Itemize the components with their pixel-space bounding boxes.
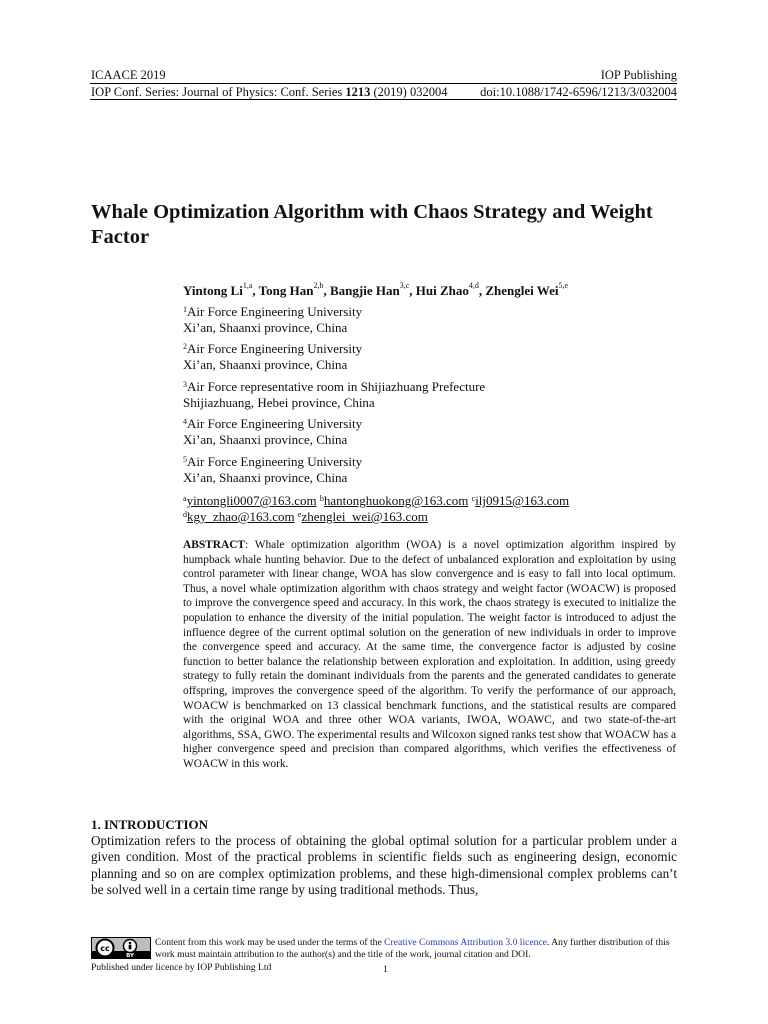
series-volume: 1213 bbox=[345, 85, 371, 99]
abstract bbox=[183, 538, 676, 772]
email-mark: d bbox=[183, 510, 187, 519]
author-mark: 5,e bbox=[558, 281, 569, 290]
affiliation-line1: Air Force representative room in Shijiazhuang Prefecture bbox=[187, 379, 486, 394]
publisher-name: IOP Publishing bbox=[600, 68, 677, 82]
affiliation-mark: 1 bbox=[183, 305, 187, 314]
by-text: BY bbox=[126, 953, 134, 958]
introduction-text: Optimization refers to the process of obtaining the global optimal solution for a particular problem under a given condition. Most of the practical problems in scientific fields such as engineering design, economic planning and so on are complex optimization problems, and these high-dimensional complex problems can’t be solved well in a certain time range by using traditional methods. Thus, bbox=[91, 833, 677, 897]
affiliation-line1: Air Force Engineering University bbox=[187, 416, 363, 431]
email-link[interactable]: hantonghuokong@163.com bbox=[323, 493, 469, 508]
cc-by-icon bbox=[92, 938, 150, 958]
series-line bbox=[91, 85, 447, 99]
affiliation bbox=[183, 341, 362, 373]
email-link[interactable]: ilj0915@163.com bbox=[475, 493, 570, 508]
published-by: Published under licence by IOP Publishing Ltd bbox=[91, 962, 272, 973]
section-heading: 1. INTRODUCTION bbox=[91, 817, 209, 832]
affiliation-line2: Xi’an, Shaanxi province, China bbox=[183, 320, 348, 335]
author-name: Bangjie Han bbox=[329, 283, 400, 298]
author-mark: 1,a bbox=[242, 281, 253, 290]
author-name: Zhenglei Wei bbox=[485, 283, 559, 298]
email-block bbox=[183, 493, 569, 525]
affiliation-mark: 3 bbox=[183, 380, 187, 389]
abstract-label: ABSTRACT bbox=[183, 539, 246, 551]
licence-after: . Any further distribution of this work must maintain attribution to the author(s) and the title of the work, journal citation and DOI. bbox=[155, 937, 670, 960]
affiliation-line1: Air Force Engineering University bbox=[187, 454, 363, 469]
affiliation-line1: Air Force Engineering University bbox=[187, 304, 363, 319]
conference-name: ICAACE 2019 bbox=[91, 68, 166, 82]
email-mark: b bbox=[319, 494, 324, 503]
email-mark: e bbox=[297, 510, 302, 519]
series-prefix: IOP Conf. Series: Journal of Physics: Conf. Series bbox=[91, 85, 346, 99]
affiliation-mark: 5 bbox=[183, 455, 187, 464]
series-suffix: (2019) 032004 bbox=[370, 85, 448, 99]
email-link[interactable]: yintongli0007@163.com bbox=[186, 493, 317, 508]
affiliation bbox=[183, 304, 362, 336]
affiliation bbox=[183, 379, 485, 411]
affiliation-line2: Xi’an, Shaanxi province, China bbox=[183, 470, 348, 485]
licence-text bbox=[155, 937, 677, 961]
licence-link[interactable]: Creative Commons Attribution 3.0 licence bbox=[384, 937, 547, 948]
affiliation-line2: Xi’an, Shaanxi province, China bbox=[183, 357, 348, 372]
doi: doi:10.1088/1742-6596/1213/3/032004 bbox=[480, 85, 677, 99]
author-mark: 4,d bbox=[468, 281, 479, 290]
email-mark: a bbox=[183, 494, 187, 503]
affiliation bbox=[183, 416, 362, 448]
email-link[interactable]: kgy_zhao@163.com bbox=[187, 509, 295, 524]
licence-before: Content from this work may be used under the terms of the bbox=[155, 937, 385, 948]
author-name: Tong Han bbox=[258, 283, 314, 298]
email-link[interactable]: zhenglei_wei@163.com bbox=[301, 509, 428, 524]
abstract-text: : Whale optimization algorithm (WOA) is a novel optimization algorithm inspired by humpback whale hunting behavior. Due to the defect of unbalanced exploration and exploitation by using control parameter with linear change, WOA has slow convergence and is easy to fall into local optimum. Thus, a novel whale optimization algorithm with chaos strategy and weight factor (WOACW) is proposed to improve the convergence speed and accuracy. In this work, the chaos strategy is executed to initialize the population to enhance the diversity of the initial population. The weight factor is introduced to adjust the influence degree of the current optimal solution on the generation of new individuals in order to improve the convergence speed and accuracy. At the same time, the convergence factor is adjusted by cosine function to better balance the relationship between exploration and exploitation. In addition, using greedy strategy to fully retain the dominant individuals from the parents and the generated candidates to generate offspring, improves the convergence speed of the algorithm. To verify the performance of our approach, WOACW is benchmarked on 13 classical benchmark functions, and the statistical results are compared with the original WOA and three other WOA variants, IWOA, WOAWC, and two state-of-the-art algorithms, SSA, GWO. The experimental results and Wilcoxon signed ranks test show that WOACW has a higher convergence speed and precision than compared algorithms, which verifies the effectiveness of WOACW in this work. bbox=[183, 539, 676, 770]
author-name: Yintong Li bbox=[183, 283, 243, 298]
affiliation-line1: Air Force Engineering University bbox=[187, 341, 363, 356]
header-rule bbox=[90, 83, 677, 84]
cc-by-badge bbox=[91, 937, 151, 959]
affiliation-mark: 2 bbox=[183, 342, 187, 351]
paper-title: Whale Optimization Algorithm with Chaos Strategy and Weight Factor bbox=[91, 201, 653, 248]
author-list: Yintong Li$^{1,a}$, Tong Han$^{2,b}$, Bangjie Han$^{3,c}$, Hui Zhao$^{4,d}$, Zhenglei Wei$^{5,e}$ bbox=[183, 281, 569, 298]
author-name: Hui Zhao bbox=[415, 283, 469, 298]
author-mark: 2,b bbox=[313, 281, 324, 290]
affiliation bbox=[183, 454, 362, 486]
cc-text: cc bbox=[100, 944, 110, 954]
author-mark: 3,c bbox=[399, 281, 410, 290]
affiliation-mark: 4 bbox=[183, 417, 187, 426]
page-number: 1 bbox=[383, 964, 388, 975]
header-rule-bottom bbox=[90, 99, 677, 100]
affiliation-line2: Shijiazhuang, Hebei province, China bbox=[183, 395, 375, 410]
affiliation-line2: Xi’an, Shaanxi province, China bbox=[183, 432, 348, 447]
email-mark: c bbox=[471, 494, 476, 503]
